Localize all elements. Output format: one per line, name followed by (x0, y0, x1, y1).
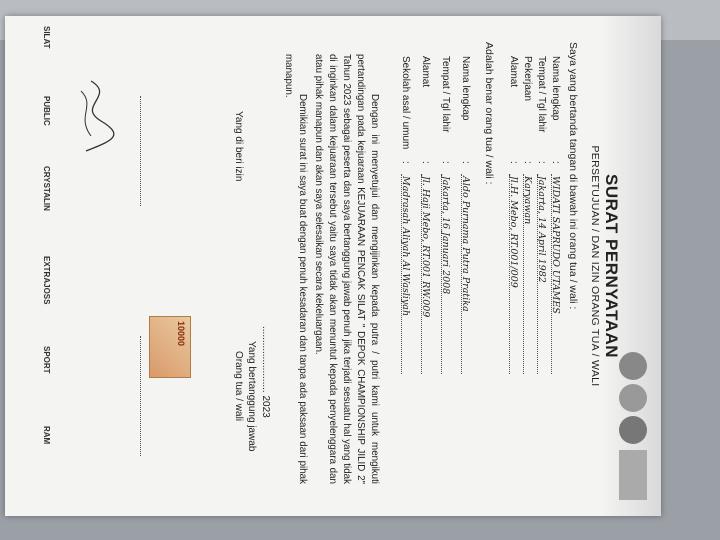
document-subtitle: PERSETUJUAN / DAN IZIN ORANG TUA / WALI (589, 145, 601, 387)
field-label: Alamat (420, 56, 431, 88)
child-intro-text: Adalah benar orang tua / wali : (483, 42, 495, 185)
field-label: Tempat / Tgl lahir (440, 56, 451, 133)
consent-paragraph: Dengan ini menyetujui dan mengijinkan kepada putra / putri kami untuk mengikuti pertandingan pada kejuaraan KEJUARAAN PENCAK SILAT " DEPOK CHAMPIONSHIP JILID 2" Tahun 2023 sebagai peserta dan saya bertanggung jawab penuh jika terjadi sesuatu hal yang tidak di inginkan dalam kejuaraan tersebut yaitu saya tidak akan menuntut kepada penyelenggara dan atau pihak manapun dan akan saya selesaikan secara kekeluargaan. (313, 54, 380, 484)
permitted-label: Yang di beri izin (233, 111, 244, 182)
sponsor-logo: EXTRAJOSS (42, 256, 51, 305)
statement-letter: SURAT PERNYATAAN PERSETUJUAN / DAN IZIN ORANG TUA / WALI Saya yang bertanda tangan di bawah ini orang tua / wali : Nama lengkap : WIDATI SAPRUDO UTAMES Tempat / Tgl lahir : Jakarta, 14 April 1982 Pekerjaan : Karyawan Alamat : Jl.H. Mebo, RT.001/009 Adalah benar orang tua / wali : Nama lengkap : Aldo Purnama Putra Pratika Tempat / Tgl lahir : Jakarta, 16 Januari 2008 Alamat : Jl. Haji Mebo, RT.001 RW.009 Sekolah asal / umum : Madrasah Aliyah Al Wasliyah Dengan ini menyetujui dan mengijinkan kepada putra / putri kami untuk mengikuti pertandingan pada kejuaraan KEJUARAAN PENCAK SILAT " DEPOK CHAMPIONSHIP JILID 2" Tahun 2023 sebagai peserta dan saya bertanggung jawab penuh jika terjadi sesuatu hal yang tidak di inginkan dalam kejuaraan tersebut yaitu saya tidak akan menuntut kepada penyelenggara dan atau pihak manapun dan akan saya selesaikan secara kekeluargaan. Demikian surat ini saya buat dengan penuh kesadaran dan tanpa ada paksaan dari pihak manapun. ........................ 2023 Yang bertanggung jawab Orang tua / wali Yang di beri izin 10000 SILAT PUBLIC CRYSTALIN EXTRAJOSS SPORT RAM (5, 16, 661, 516)
field-label: Nama lengkap (460, 56, 471, 121)
intro-text: Saya yang bertanda tangan di bawah ini orang tua / wali : (567, 42, 579, 310)
closing-paragraph: Demikian surat ini saya buat dengan penuh kesadaran dan tanpa ada paksaan dari pihak manapun. (283, 54, 308, 484)
duty-stamp: 10000 (149, 316, 191, 378)
sponsor-logo: CRYSTALIN (42, 166, 51, 211)
field-label: Pekerjaan (522, 56, 533, 102)
guardian-name-line (140, 336, 141, 456)
handwritten-signature (66, 76, 121, 156)
document-title: SURAT PERNYATAAN (602, 174, 621, 358)
signature-date: ........................ 2023 (260, 326, 271, 418)
sponsor-logo: SILAT (42, 26, 51, 49)
field-value: Jakarta, 14 April 1982 (536, 176, 547, 283)
field-value: Madrasah Aliyah Al Wasliyah (400, 176, 411, 317)
participant-name-line (140, 96, 141, 206)
field-value: Aldo Purnama Putra Pratika (460, 176, 471, 312)
sponsor-strip (5, 16, 65, 516)
responsible-label: Yang bertanggung jawab (246, 341, 257, 452)
field-value: WIDATI SAPRUDO UTAMES (550, 176, 561, 314)
field-value: Jl.H. Mebo, RT.001/009 (508, 176, 519, 288)
field-label: Tempat / Tgl lahir (536, 56, 547, 133)
guardian-label: Orang tua / wali (233, 351, 244, 422)
field-value: Karyawan (522, 176, 533, 225)
sponsor-logo: RAM (42, 426, 51, 445)
sponsor-logo: SPORT (42, 346, 51, 374)
sponsor-logo: PUBLIC (42, 96, 51, 126)
field-value: Jakarta, 16 Januari 2008 (440, 176, 451, 295)
field-label: Sekolah asal / umum (400, 56, 411, 150)
field-label: Alamat (508, 56, 519, 88)
field-label: Nama lengkap (550, 56, 561, 121)
field-value: Jl. Haji Mebo, RT.001 RW.009 (420, 176, 431, 318)
